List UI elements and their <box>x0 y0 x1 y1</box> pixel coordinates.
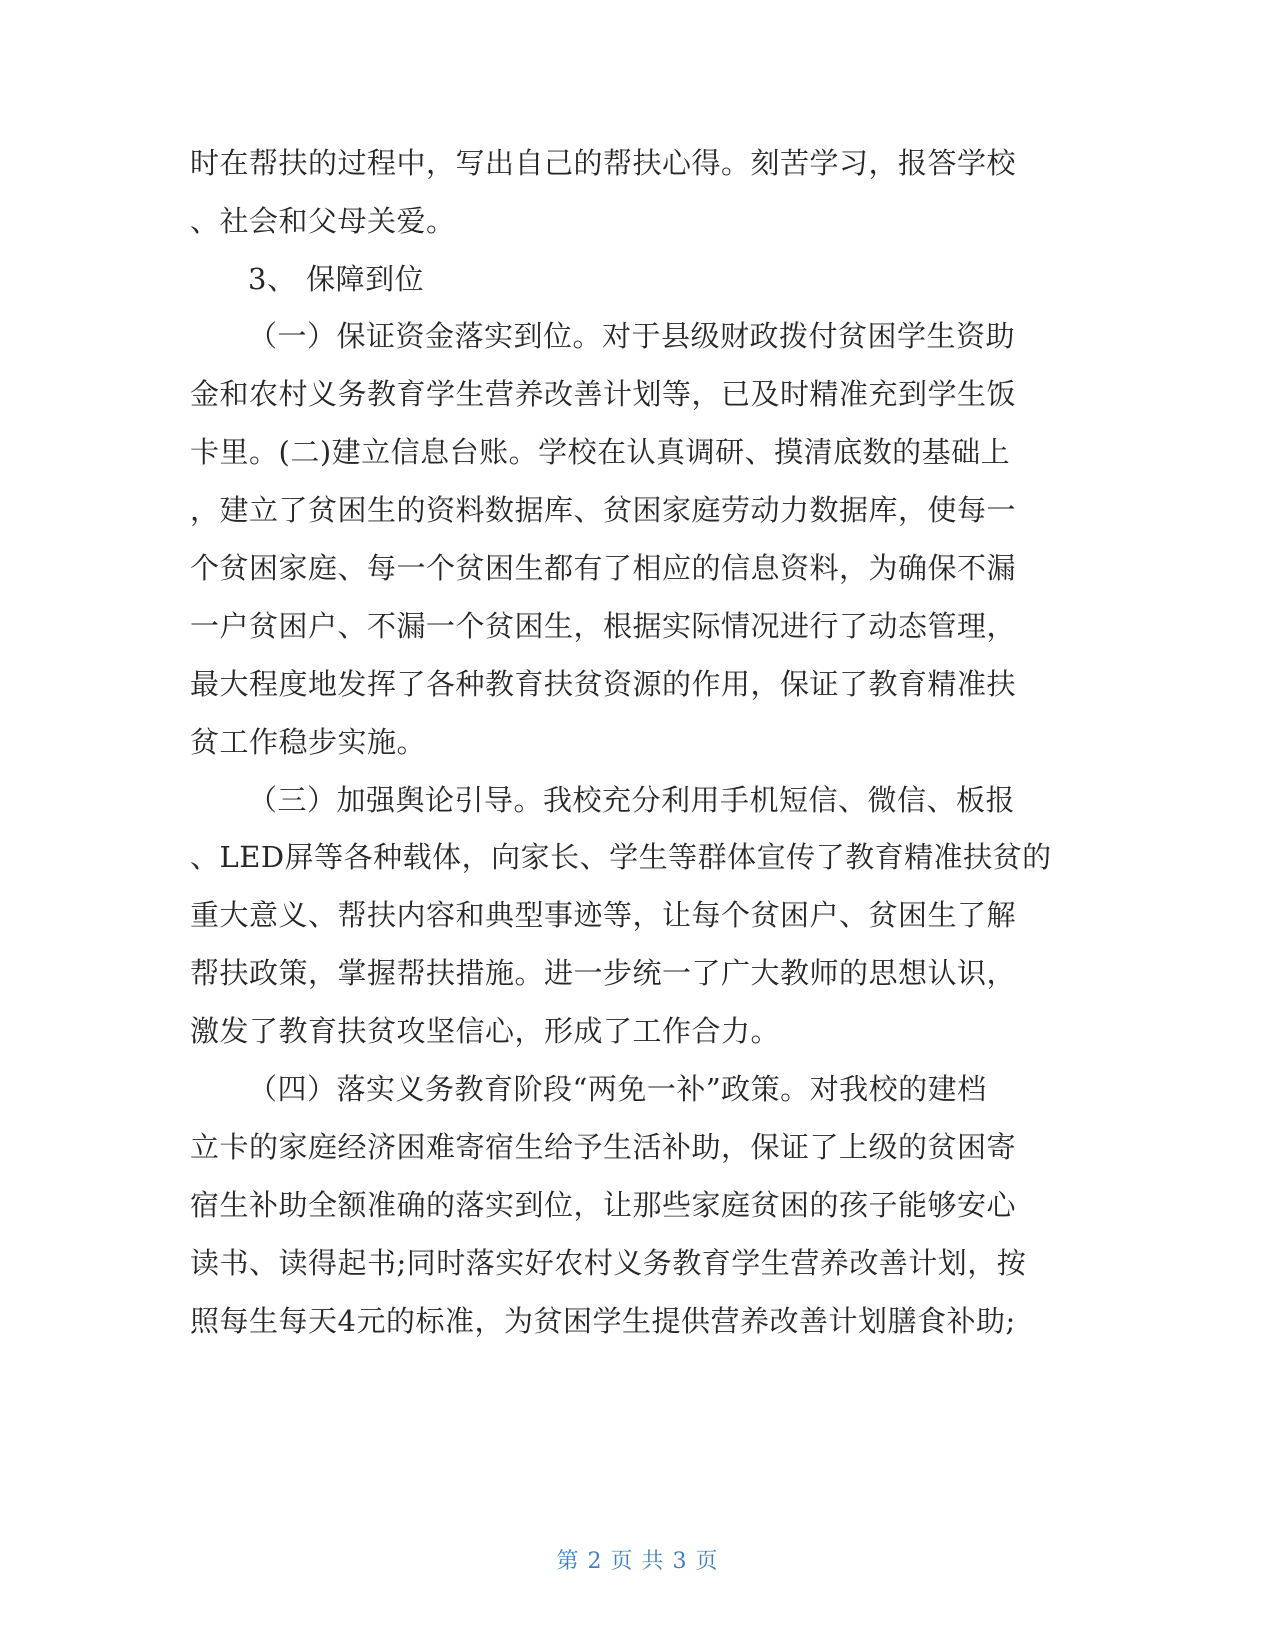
paragraph-line: 金和农村义务教育学生营养改善计划等，已及时精准充到学生饭 <box>190 377 1017 411</box>
paragraph-line: 照每生每天4元的标准，为贫困学生提供营养改善计划膳食补助; <box>190 1304 1016 1338</box>
paragraph-line: 贫工作稳步实施。 <box>190 725 427 759</box>
paragraph-line: 个贫困家庭、每一个贫困生都有了相应的信息资料，为确保不漏 <box>190 551 1017 585</box>
paragraph-line: 时在帮扶的过程中，写出自己的帮扶心得。刻苦学习，报答学校 <box>190 146 1017 180</box>
paragraph-line: 立卡的家庭经济困难寄宿生给予生活补助，保证了上级的贫困寄 <box>190 1130 1017 1164</box>
paragraph-line: ，建立了贫困生的资料数据库、贫困家庭劳动力数据库，使每一 <box>190 493 1017 527</box>
page-number-footer: 第 2 页 共 3 页 <box>556 1549 719 1574</box>
paragraph-line: （四）落实义务教育阶段“两免一补”政策。对我校的建档 <box>248 1072 987 1106</box>
paragraph-line: 一户贫困户、不漏一个贫困生，根据实际情况进行了动态管理， <box>190 609 1017 643</box>
paragraph-line: （三）加强舆论引导。我校充分利用手机短信、微信、板报 <box>248 783 1016 817</box>
paragraph-line: （一）保证资金落实到位。对于县级财政拨付贫困学生资助 <box>248 319 1016 353</box>
paragraph-line: 激发了教育扶贫攻坚信心，形成了工作合力。 <box>190 1014 781 1048</box>
paragraph-line: 宿生补助全额准确的落实到位，让那些家庭贫困的孩子能够安心 <box>190 1188 1017 1222</box>
paragraph-line: 、社会和父母关爱。 <box>190 204 456 238</box>
paragraph-line: 卡里。(二)建立信息台账。学校在认真调研、摸清底数的基础上 <box>190 435 1011 469</box>
paragraph-line: 重大意义、帮扶内容和典型事迹等，让每个贫困户、贫困生了解 <box>190 898 1017 932</box>
section-heading: 3、 保障到位 <box>248 262 425 296</box>
paragraph-line: 读书、读得起书;同时落实好农村义务教育学生营养改善计划，按 <box>190 1246 1027 1280</box>
paragraph-line: 帮扶政策，掌握帮扶措施。进一步统一了广大教师的思想认识， <box>190 956 1017 990</box>
paragraph-line: 最大程度地发挥了各种教育扶贫资源的作用，保证了教育精准扶 <box>190 667 1017 701</box>
paragraph-line: 、LED屏等各种载体，向家长、学生等群体宣传了教育精准扶贫的 <box>190 840 1052 874</box>
